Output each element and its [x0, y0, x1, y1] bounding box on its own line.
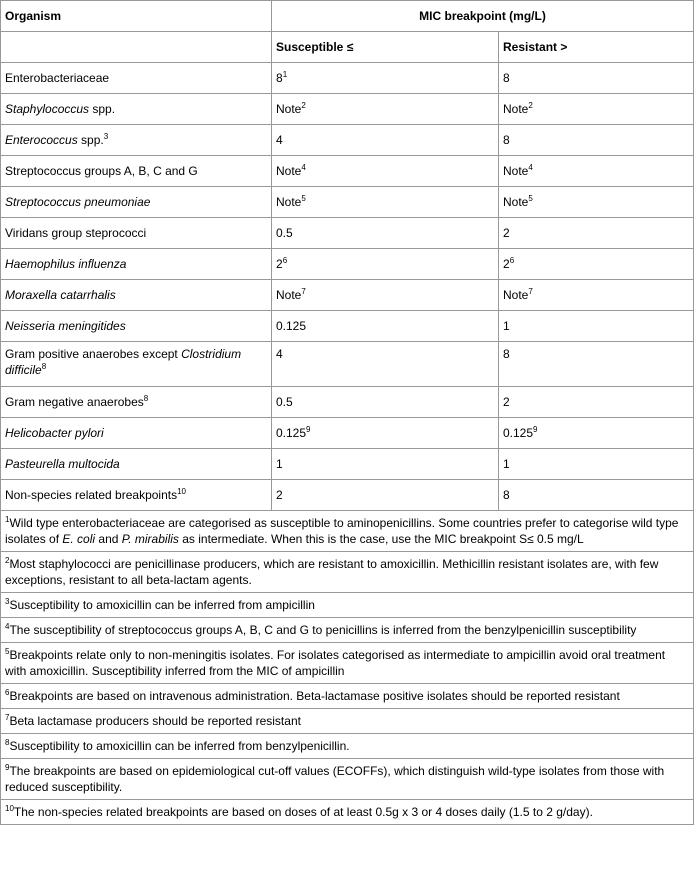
footnote-ref: 2: [301, 101, 306, 110]
organism-cell: [1, 94, 272, 125]
resistant-cell: [499, 449, 694, 480]
footnote-ref: 9: [306, 425, 311, 434]
organism-name-italic: Clostridium difficile: [5, 347, 242, 377]
footnote-ref: 6: [282, 256, 288, 265]
footnote-row: [1, 709, 694, 734]
organism-cell: [1, 342, 272, 387]
footnote-row: [1, 759, 694, 800]
organism-name: Viridans group steprococci: [5, 226, 147, 240]
footnote-ref: 9: [533, 425, 538, 434]
resistant-cell: [499, 342, 694, 387]
footnote-cell: [1, 709, 694, 734]
footnote-ref: 6: [509, 256, 515, 265]
footnote-row: [1, 734, 694, 759]
table-row: [1, 125, 694, 156]
footnote-number: 7: [5, 713, 10, 722]
footnote-row: [1, 511, 694, 552]
susceptible-cell: [272, 311, 499, 342]
resistant-value: 0.125: [503, 426, 534, 440]
footnote-number: 4: [5, 622, 10, 631]
susceptible-value: 2: [276, 488, 283, 502]
footnote-row: [1, 593, 694, 618]
footnote-row: [1, 643, 694, 684]
table-row: [1, 280, 694, 311]
organism-suffix: spp.: [89, 102, 116, 116]
subheader-blank: [1, 32, 272, 63]
organism-cell: [1, 311, 272, 342]
susceptible-value: Note: [276, 288, 302, 302]
resistant-value: 2: [503, 395, 510, 409]
organism-cell: [1, 63, 272, 94]
footnote-cell: [1, 800, 694, 825]
footnote-text: as intermediate. When this is the case, use the MIC breakpoint S≤ 0.5 mg/L: [178, 532, 584, 546]
resistant-value: Note: [503, 288, 529, 302]
footnote-cell: [1, 593, 694, 618]
susceptible-value: Note: [276, 164, 302, 178]
susceptible-cell: [272, 63, 499, 94]
resistant-value: 8: [503, 488, 510, 502]
organism-cell: [1, 387, 272, 418]
footnote-text: The susceptibility of streptococcus groups A, B, C and G to penicillins is inferred from the benzylpenicillin susceptibility: [9, 623, 637, 637]
resistant-cell: [499, 280, 694, 311]
table-row: [1, 480, 694, 511]
organism-name-italic: Staphylococcus: [5, 102, 90, 116]
susceptible-value: 1: [276, 457, 283, 471]
footnote-text: Susceptibility to amoxicillin can be inferred from ampicillin: [9, 598, 315, 612]
susceptible-cell: [272, 249, 499, 280]
susceptible-cell: [272, 449, 499, 480]
footnote-text: Susceptibility to amoxicillin can be inferred from benzylpenicillin.: [9, 739, 350, 753]
organism-cell: [1, 218, 272, 249]
footnote-cell: [1, 511, 694, 552]
organism-name-italic: Helicobacter pylori: [5, 426, 104, 440]
footnote-ref: 3: [103, 132, 109, 141]
table-row: [1, 449, 694, 480]
resistant-value: 1: [503, 457, 510, 471]
footnote-text-italic: E. coli: [62, 532, 96, 546]
susceptible-value: 2: [276, 257, 283, 271]
organism-cell: [1, 187, 272, 218]
footnote-ref: 2: [528, 101, 533, 110]
susceptible-cell: [272, 125, 499, 156]
footnote-cell: [1, 759, 694, 800]
table-body: [1, 1, 694, 825]
footnote-ref: 5: [528, 194, 533, 203]
organism-suffix: spp.: [77, 133, 104, 147]
footnote-ref: 8: [143, 394, 149, 403]
susceptible-cell: [272, 94, 499, 125]
susceptible-value: Note: [276, 102, 302, 116]
resistant-cell: [499, 156, 694, 187]
resistant-cell: [499, 480, 694, 511]
footnote-ref: 10: [177, 487, 187, 496]
table-row: [1, 63, 694, 94]
footnote-number: 1: [5, 515, 10, 524]
susceptible-value: 0.125: [276, 319, 307, 333]
organism-name-italic: Enterococcus: [5, 133, 78, 147]
footnote-cell: [1, 618, 694, 643]
footnote-row: [1, 684, 694, 709]
susceptible-value: Note: [276, 195, 302, 209]
footnote-row: [1, 800, 694, 825]
resistant-value: 2: [503, 226, 510, 240]
resistant-cell: [499, 387, 694, 418]
footnote-text: Breakpoints relate only to non-meningitis isolates. For isolates categorised as intermediate to ampicillin avoid oral treatment with amoxicillin. Susceptibility inferred from the MIC of ampicillin: [5, 648, 666, 678]
organism-name: Gram positive anaerobes except: [5, 347, 182, 361]
table-row: [1, 387, 694, 418]
organism-cell: [1, 280, 272, 311]
footnote-row: [1, 552, 694, 593]
organism-header: Organism: [1, 1, 272, 32]
footnote-text-italic: P. mirabilis: [121, 532, 179, 546]
footnote-cell: [1, 684, 694, 709]
resistant-value: Note: [503, 195, 529, 209]
table-row: [1, 187, 694, 218]
susceptible-cell: [272, 418, 499, 449]
resistant-cell: [499, 311, 694, 342]
susceptible-cell: [272, 480, 499, 511]
susceptible-cell: [272, 280, 499, 311]
table-row: [1, 418, 694, 449]
susceptible-cell: [272, 156, 499, 187]
organism-name-italic: Pasteurella multocida: [5, 457, 120, 471]
organism-name: Streptococcus groups A, B, C and G: [5, 164, 198, 178]
table-row: [1, 94, 694, 125]
footnote-text: Beta lactamase producers should be reported resistant: [9, 714, 301, 728]
footnote-ref: 7: [301, 287, 306, 296]
footnote-text: and: [95, 532, 122, 546]
footnote-row: [1, 618, 694, 643]
susceptible-cell: [272, 187, 499, 218]
susceptible-value: 0.5: [276, 226, 293, 240]
resistant-value: Note: [503, 102, 529, 116]
table-row: [1, 249, 694, 280]
resistant-value: 1: [503, 319, 510, 333]
organism-name-italic: Haemophilus influenza: [5, 257, 127, 271]
resistant-value: 8: [503, 347, 510, 361]
footnote-number: 2: [5, 556, 10, 565]
organism-cell: [1, 480, 272, 511]
table-row: [1, 342, 694, 387]
susceptible-value: 8: [276, 71, 283, 85]
footnote-number: 3: [5, 597, 10, 606]
footnote-text: Most staphylococci are penicillinase producers, which are resistant to amoxicillin. Methicillin resistant isolates are, with few exceptions, resistant to all beta-lactam agents.: [5, 557, 659, 587]
footnote-text: Wild type enterobacteriaceae are categorised as susceptible to aminopenicillins. Some countries prefer to categorise wild type isolates of: [5, 516, 679, 546]
footnote-number: 9: [5, 763, 10, 772]
resistant-cell: [499, 125, 694, 156]
susceptible-value: 0.125: [276, 426, 307, 440]
footnote-number: 5: [5, 647, 10, 656]
organism-name-italic: Neisseria meningitides: [5, 319, 126, 333]
footnote-ref: 8: [41, 362, 47, 371]
susceptible-header: Susceptible ≤: [272, 32, 499, 63]
resistant-header: Resistant >: [499, 32, 694, 63]
resistant-cell: [499, 249, 694, 280]
resistant-value: 8: [503, 71, 510, 85]
table-row: [1, 156, 694, 187]
resistant-cell: [499, 218, 694, 249]
footnote-ref: 1: [282, 70, 288, 79]
organism-name-italic: Streptococcus pneumoniae: [5, 195, 151, 209]
footnote-text: The breakpoints are based on epidemiological cut-off values (ECOFFs), which distinguish wild-type isolates from those with reduced susceptibility.: [5, 764, 665, 794]
subheader-row: [1, 32, 694, 63]
table-row: [1, 218, 694, 249]
organism-cell: [1, 249, 272, 280]
table-row: [1, 311, 694, 342]
organism-name: Gram negative anaerobes: [5, 395, 144, 409]
organism-name: Non-species related breakpoints: [5, 488, 178, 502]
footnote-number: 10: [5, 804, 14, 813]
organism-name: Enterobacteriaceae: [5, 71, 110, 85]
resistant-value: Note: [503, 164, 529, 178]
resistant-value: 8: [503, 133, 510, 147]
susceptible-cell: [272, 342, 499, 387]
mic-breakpoint-header: MIC breakpoint (mg/L): [272, 1, 694, 32]
footnote-ref: 5: [301, 194, 306, 203]
susceptible-cell: [272, 218, 499, 249]
organism-cell: [1, 449, 272, 480]
footnote-number: 8: [5, 738, 10, 747]
footnote-ref: 4: [528, 163, 533, 172]
organism-cell: [1, 156, 272, 187]
footnote-text: The non-species related breakpoints are based on doses of at least 0.5g x 3 or 4 doses daily (1.5 to 2 g/day).: [13, 805, 593, 819]
footnote-ref: 4: [301, 163, 306, 172]
organism-cell: [1, 418, 272, 449]
footnote-cell: [1, 552, 694, 593]
footnote-number: 6: [5, 688, 10, 697]
footnote-text: Breakpoints are based on intravenous administration. Beta-lactamase positive isolates should be reported resistant: [9, 689, 620, 703]
resistant-cell: [499, 418, 694, 449]
resistant-cell: [499, 187, 694, 218]
resistant-cell: [499, 94, 694, 125]
susceptible-value: 4: [276, 347, 283, 361]
footnote-cell: [1, 643, 694, 684]
organism-name-italic: Moraxella catarrhalis: [5, 288, 116, 302]
footnote-ref: 7: [528, 287, 533, 296]
organism-cell: [1, 125, 272, 156]
resistant-value: 2: [503, 257, 510, 271]
susceptible-cell: [272, 387, 499, 418]
resistant-cell: [499, 63, 694, 94]
susceptible-value: 0.5: [276, 395, 293, 409]
footnote-cell: [1, 734, 694, 759]
header-row: [1, 1, 694, 32]
susceptible-value: 4: [276, 133, 283, 147]
